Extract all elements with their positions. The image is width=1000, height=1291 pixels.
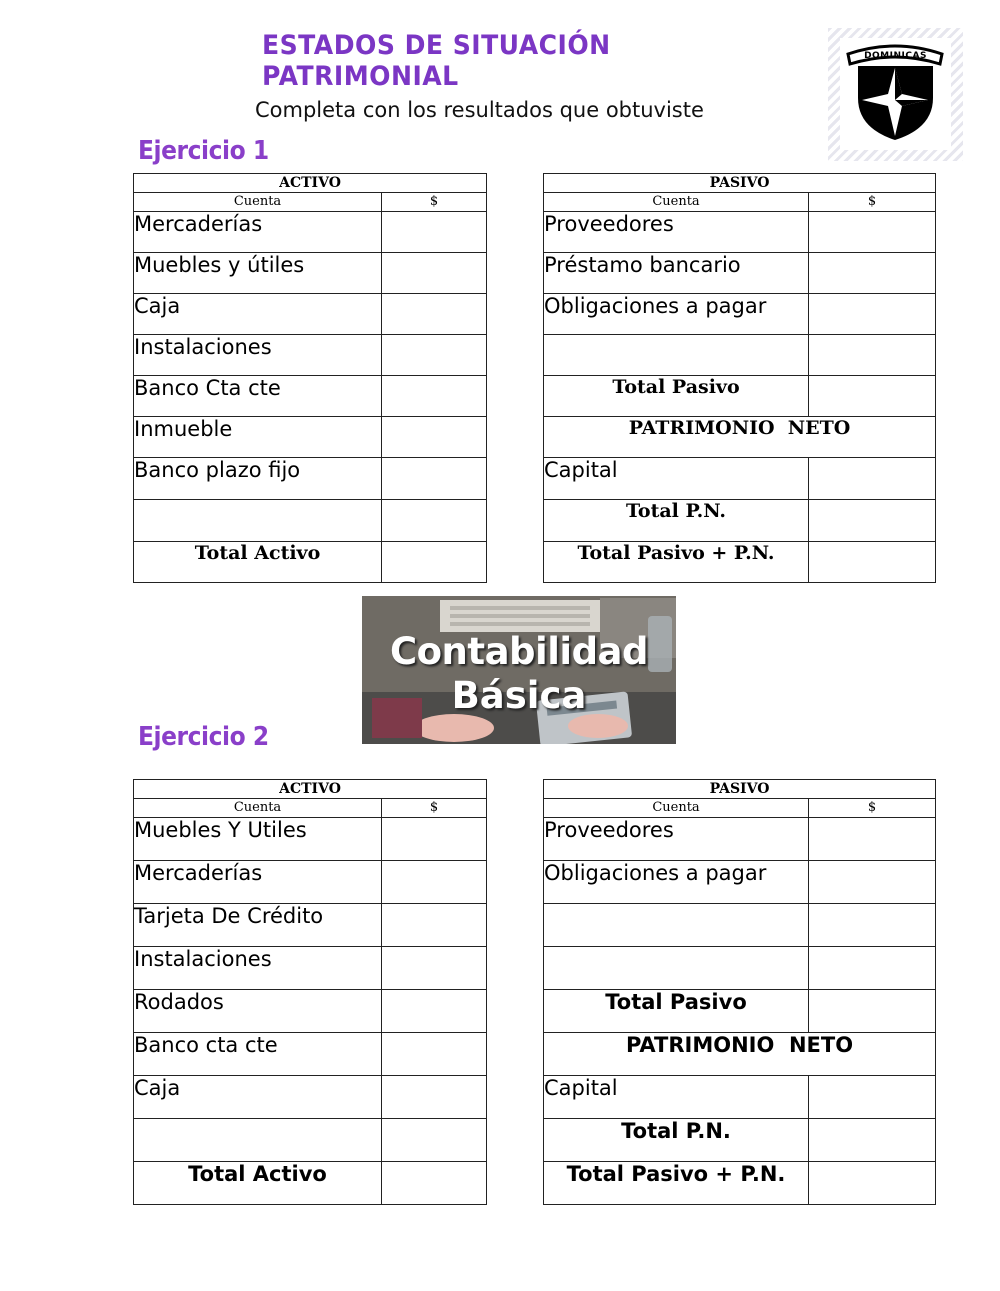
account-cell: Banco plazo fijo [134,458,382,500]
page-title: ESTADOS DE SITUACIÓN PATRIMONIAL [262,30,611,92]
column-amount: $ [809,193,936,212]
logo-text: DOMINICAS [864,51,927,61]
account-cell-empty[interactable] [544,335,809,376]
account-cell: Tarjeta De Crédito [134,904,382,947]
total-pn-label: Total P.N. [544,500,809,542]
amount-cell[interactable] [382,818,487,861]
amount-cell[interactable] [809,335,936,376]
account-cell: Proveedores [544,818,809,861]
account-cell: Capital [544,458,809,500]
total-pasivo-label: Total Pasivo [544,990,809,1033]
amount-cell[interactable] [382,500,487,542]
account-cell: Mercaderías [134,212,382,253]
activo-header: ACTIVO [134,174,487,193]
amount-cell[interactable] [382,417,487,458]
banner-line-1: Contabilidad [389,630,649,673]
amount-cell[interactable] [382,376,487,417]
total-activo-label: Total Activo [134,1162,382,1205]
account-cell-empty[interactable] [544,947,809,990]
account-cell: Caja [134,294,382,335]
page-subtitle: Completa con los resultados que obtuviste [255,98,704,122]
column-cuenta: Cuenta [544,799,809,818]
amount-cell[interactable] [382,904,487,947]
column-cuenta: Cuenta [544,193,809,212]
amount-cell[interactable] [382,253,487,294]
account-cell: Inmueble [134,417,382,458]
contabilidad-banner [362,596,676,744]
account-cell: Banco Cta cte [134,376,382,417]
ex1-activo-table [133,173,487,583]
amount-cell[interactable] [382,947,487,990]
amount-cell[interactable] [382,212,487,253]
banner-line-2: Básica [451,674,587,717]
account-cell: Muebles Y Utiles [134,818,382,861]
amount-cell[interactable] [382,1033,487,1076]
column-amount: $ [382,799,487,818]
amount-cell[interactable] [382,458,487,500]
amount-cell[interactable] [382,1076,487,1119]
patrimonio-neto-header: PATRIMONIO NETO [544,1033,936,1076]
amount-cell[interactable] [809,294,936,335]
exercise-1-heading: Ejercicio 1 [138,136,269,166]
total-pn-value[interactable] [809,1119,936,1162]
amount-cell[interactable] [382,294,487,335]
amount-cell[interactable] [809,458,936,500]
amount-cell[interactable] [382,335,487,376]
account-cell: Mercaderías [134,861,382,904]
column-cuenta: Cuenta [134,799,382,818]
account-cell-empty[interactable] [544,904,809,947]
account-cell: Muebles y útiles [134,253,382,294]
account-cell: Instalaciones [134,335,382,376]
amount-cell[interactable] [809,947,936,990]
school-logo [828,28,963,161]
account-cell: Capital [544,1076,809,1119]
amount-cell[interactable] [809,253,936,294]
total-pasivo-value[interactable] [809,990,936,1033]
account-cell-empty[interactable] [134,500,382,542]
total-pasivo-value[interactable] [809,376,936,417]
total-pasivo-pn-value[interactable] [809,542,936,583]
total-pn-label: Total P.N. [544,1119,809,1162]
total-activo-value[interactable] [382,542,487,583]
amount-cell[interactable] [382,990,487,1033]
amount-cell[interactable] [809,818,936,861]
amount-cell[interactable] [382,861,487,904]
total-activo-value[interactable] [382,1162,487,1205]
amount-cell[interactable] [809,904,936,947]
total-pasivo-pn-label: Total Pasivo + P.N. [544,542,809,583]
account-cell: Caja [134,1076,382,1119]
ex1-pasivo-table [543,173,936,583]
amount-cell[interactable] [809,1076,936,1119]
account-cell: Banco cta cte [134,1033,382,1076]
column-amount: $ [809,799,936,818]
exercise-2-heading: Ejercicio 2 [138,722,269,752]
amount-cell[interactable] [809,861,936,904]
ex2-pasivo-table [543,779,936,1205]
account-cell: Rodados [134,990,382,1033]
total-activo-label: Total Activo [134,542,382,583]
total-pn-value[interactable] [809,500,936,542]
account-cell: Obligaciones a pagar [544,294,809,335]
pasivo-header: PASIVO [544,780,936,799]
account-cell-empty[interactable] [134,1119,382,1162]
amount-cell[interactable] [809,212,936,253]
account-cell: Proveedores [544,212,809,253]
total-pasivo-pn-label: Total Pasivo + P.N. [544,1162,809,1205]
shield-cross-icon [828,28,963,161]
total-pasivo-label: Total Pasivo [544,376,809,417]
account-cell: Instalaciones [134,947,382,990]
ex2-activo-table [133,779,487,1205]
account-cell: Obligaciones a pagar [544,861,809,904]
account-cell: Préstamo bancario [544,253,809,294]
amount-cell[interactable] [382,1119,487,1162]
patrimonio-neto-header: PATRIMONIO NETO [544,417,936,458]
column-amount: $ [382,193,487,212]
column-cuenta: Cuenta [134,193,382,212]
pasivo-header: PASIVO [544,174,936,193]
total-pasivo-pn-value[interactable] [809,1162,936,1205]
activo-header: ACTIVO [134,780,487,799]
